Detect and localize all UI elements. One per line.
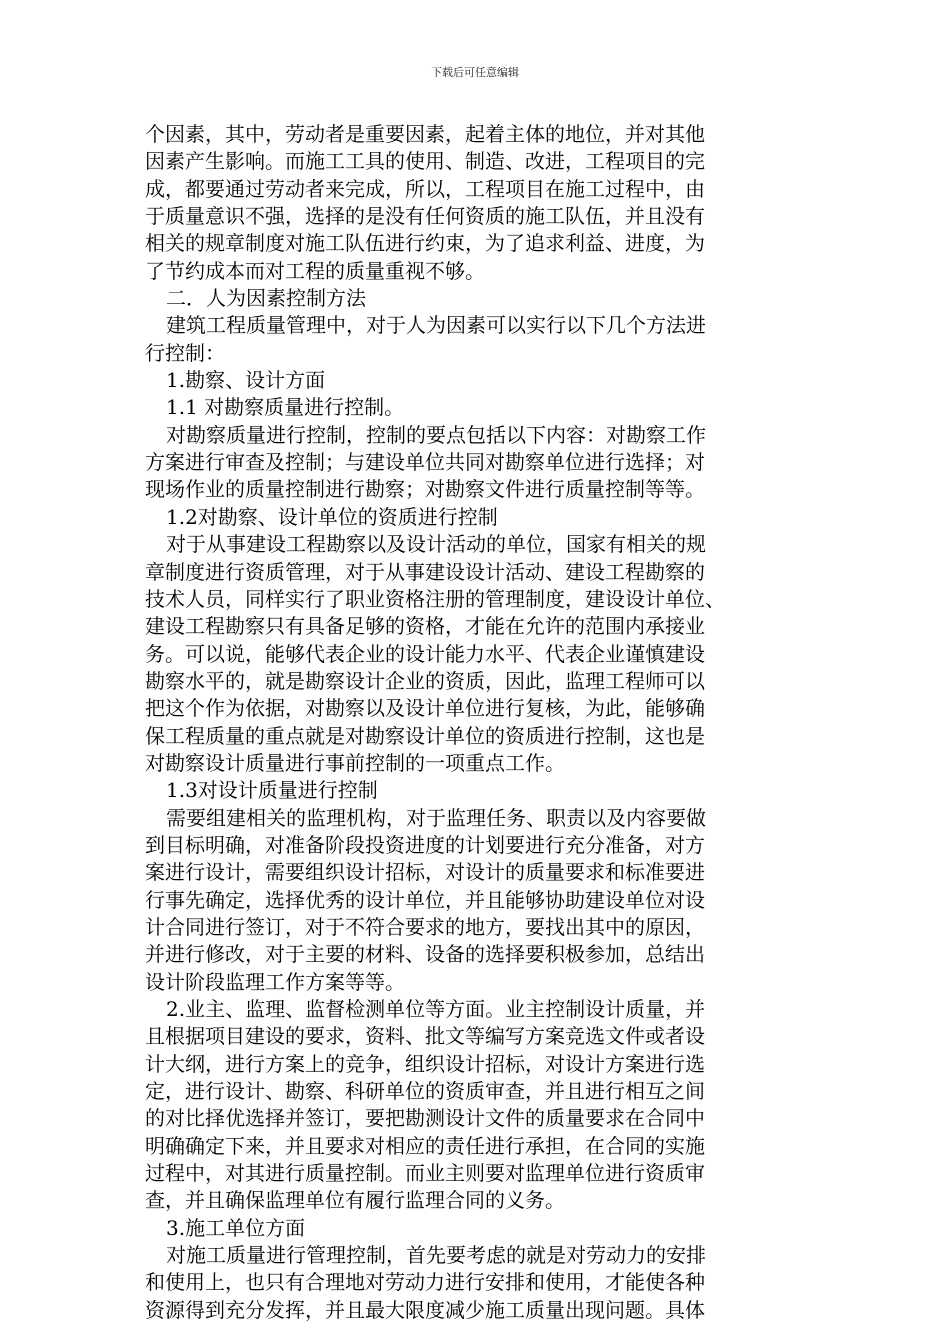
section-heading: 二．人为因素控制方法 [166, 286, 366, 311]
text-line: 并进行修改，对于主要的材料、设备的选择要积极参加，总结出 [145, 942, 705, 967]
text-line: 行控制： [145, 340, 225, 365]
text-line: 章制度进行资质管理，对于从事建设设计活动、建设工程勘察的 [145, 559, 705, 584]
subsection-heading: 1.勘察、设计方面 [166, 368, 326, 393]
subsection-heading: 1.2对勘察、设计单位的资质进行控制 [166, 504, 498, 529]
text-line: 资源得到充分发挥，并且最大限度减少施工质量出现问题。具体 [145, 1297, 705, 1322]
text-line: 现场作业的质量控制进行勘察；对勘察文件进行质量控制等等。 [145, 477, 705, 502]
text-line: 相关的规章制度对施工队伍进行约束，为了追求利益、进度，为 [145, 231, 705, 256]
text-line: 个因素，其中，劳动者是重要因素，起着主体的地位，并对其他 [145, 122, 705, 146]
text-line: 把这个作为依据，对勘察以及设计单位进行复核，为此，能够确 [145, 696, 705, 721]
text-line: 保工程质量的重点就是对勘察设计单位的资质进行控制，这也是 [145, 723, 705, 748]
text-line: 方案进行审查及控制；与建设单位共同对勘察单位进行选择；对 [145, 450, 705, 475]
subsection-heading: 1.3对设计质量进行控制 [166, 778, 378, 803]
page-header: 下载后可任意编辑 [431, 66, 519, 79]
text-line: 因素产生影响。而施工工具的使用、制造、改进，工程项目的完 [145, 149, 705, 174]
paragraph-start: 2.业主、监理、监督检测单位等方面。业主控制设计质量，并 [166, 997, 706, 1021]
text-line: 过程中，对其进行质量控制。而业主则要对监理单位进行资质审 [145, 1161, 705, 1186]
text-line: 技术人员，同样实行了职业资格注册的管理制度，建设设计单位、 [145, 586, 725, 611]
text-line: 行事先确定，选择优秀的设计单位，并且能够协助建设单位对设 [145, 887, 705, 912]
text-line: 成，都要通过劳动者来完成，所以，工程项目在施工过程中，由 [145, 176, 705, 201]
text-line: 于质量意识不强，选择的是没有任何资质的施工队伍，并且没有 [145, 204, 705, 229]
text-line: 建设工程勘察只有具备足够的资格，才能在允许的范围内承接业 [145, 614, 705, 639]
subsection-heading: 3.施工单位方面 [166, 1215, 306, 1240]
text-line: 到目标明确，对准备阶段投资进度的计划要进行充分准备，对方 [145, 832, 705, 857]
text-line: 明确确定下来，并且要求对相应的责任进行承担，在合同的实施 [145, 1133, 705, 1158]
text-line: 了节约成本而对工程的质量重视不够。 [145, 258, 485, 283]
subsection-heading: 1.1 对勘察质量进行控制。 [166, 395, 405, 420]
paragraph-start: 需要组建相关的监理机构，对于监理任务、职责以及内容要做 [166, 805, 706, 830]
text-line: 勘察水平的，就是勘察设计企业的资质，因此，监理工程师可以 [145, 668, 705, 693]
text-line: 案进行设计，需要组织设计招标，对设计的质量要求和标准要进 [145, 860, 705, 885]
paragraph-start: 对勘察质量进行控制，控制的要点包括以下内容：对勘察工作 [166, 422, 706, 447]
paragraph-start: 对于从事建设工程勘察以及设计活动的单位，国家有相关的规 [166, 532, 706, 557]
text-line: 计合同进行签订，对于不符合要求的地方，要找出其中的原因， [145, 914, 705, 939]
text-line: 定，进行设计、勘察、科研单位的资质审查，并且进行相互之间 [145, 1079, 705, 1104]
text-line: 的对比择优选择并签订，要把勘测设计文件的质量要求在合同中 [145, 1106, 705, 1131]
paragraph-start: 建筑工程质量管理中，对于人为因素可以实行以下几个方法进 [166, 313, 706, 338]
document-body [145, 121, 785, 1324]
paragraph-start: 对施工质量进行管理控制，首先要考虑的就是对劳动力的安排 [166, 1243, 706, 1268]
text-line: 和使用上，也只有合理地对劳动力进行安排和使用，才能使各种 [145, 1270, 705, 1295]
text-line: 计大纲，进行方案上的竞争，组织设计招标，对设计方案进行选 [145, 1051, 705, 1076]
text-line: 且根据项目建设的要求，资料、批文等编写方案竞选文件或者设 [145, 1024, 705, 1049]
text-line: 对勘察设计质量进行事前控制的一项重点工作。 [145, 750, 565, 775]
text-line: 务。可以说，能够代表企业的设计能力水平、代表企业谨慎建设 [145, 641, 705, 666]
text-line: 设计阶段监理工作方案等等。 [145, 969, 405, 994]
text-line: 查，并且确保监理单位有履行监理合同的义务。 [145, 1188, 565, 1213]
